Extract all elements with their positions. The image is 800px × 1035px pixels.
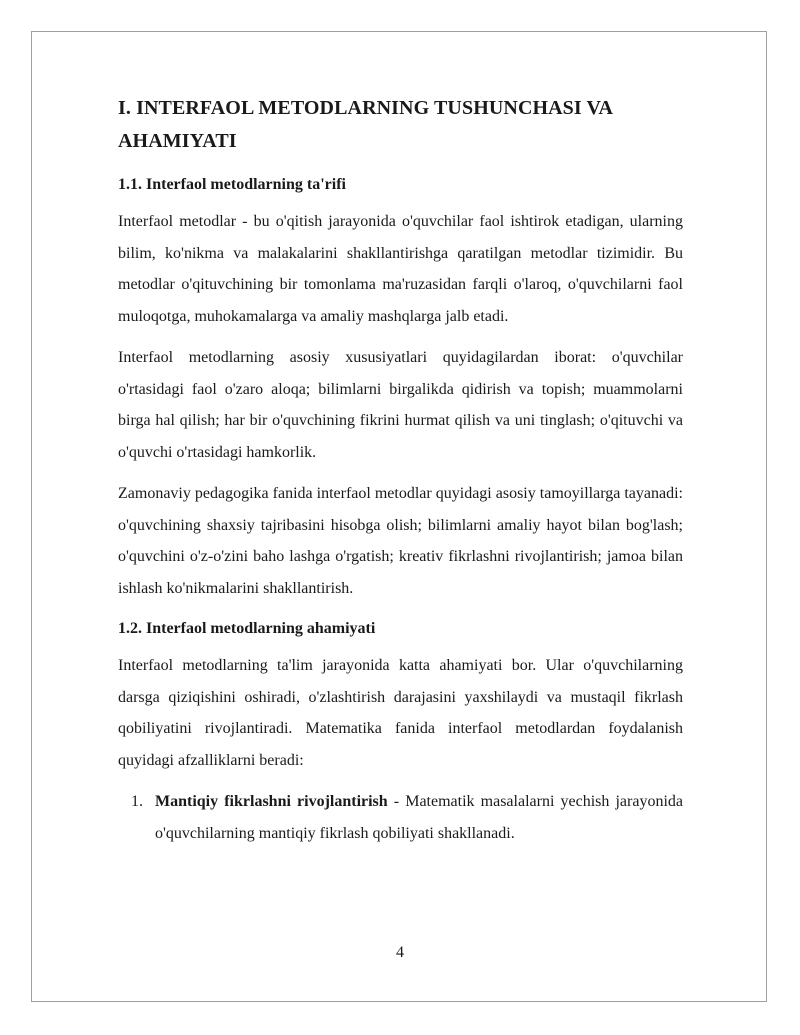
page-content <box>118 92 683 849</box>
section-heading-2: 1.2. Interfaol metodlarning ahamiyati <box>118 620 376 637</box>
list-item-term: Mantiqiy fikrlashni rivojlantirish <box>155 793 388 810</box>
paragraph: Interfaol metodlarning ta'lim jarayonida katta ahamiyati bor. Ular o'quvchilarning darsga qiziqishini oshiradi, o'zlashtirish darajasini yaxshilaydi va mustaqil fikrlash qobiliyatini rivojlantiradi. Matematika fanida interfaol metodlardan foydalanish quyidagi afzalliklarni beradi: <box>118 657 683 769</box>
numbered-list <box>118 786 683 849</box>
list-item <box>118 786 683 849</box>
list-item-text: - Matematik masalalarni yechish jarayonida o'quvchilarning mantiqiy fikrlash qobiliyati shakllanadi. <box>155 793 684 842</box>
paragraph: Zamonaviy pedagogika fanida interfaol metodlar quyidagi asosiy tamoyillarga tayanadi: o'quvchining shaxsiy tajribasini hisobga olish; bilimlarni amaliy hayot bilan bog'lash; o'quvchini o'z-o'zini baho lashga o'rgatish; kreativ fikrlashni rivojlantirish; jamoa bilan ishlash ko'nikmalarini shakllantirish. <box>118 485 683 597</box>
list-item-number: 1. <box>131 793 143 810</box>
paragraph: Interfaol metodlarning asosiy xususiyatlari quyidagilardan iborat: o'quvchilar o'rtasidagi faol o'zaro aloqa; bilimlarni birgalikda qidirish va topish; muammolarni birga hal qilish; har bir o'quvchining fikrini hurmat qilish va uni tinglash; o'qituvchi va o'quvchi o'rtasidagi hamkorlik. <box>118 349 683 461</box>
section-heading-1: 1.1. Interfaol metodlarning ta'rifi <box>118 176 346 193</box>
paragraph: Interfaol metodlar - bu o'qitish jarayonida o'quvchilar faol ishtirok etadigan, ularning bilim, ko'nikma va malakalarini shakllantirishga qaratilgan metodlar tizimidir. Bu metodlar o'qituvchining bir tomonlama ma'ruzasidan farqli o'laroq, o'quvchilarni faol muloqotga, muhokamalarga va amaliy mashqlarga jalb etadi. <box>118 213 683 325</box>
document-title: I. INTERFAOL METODLARNING TUSHUNCHASI VA AHAMIYATI <box>118 97 612 152</box>
page-number: 4 <box>396 944 404 961</box>
